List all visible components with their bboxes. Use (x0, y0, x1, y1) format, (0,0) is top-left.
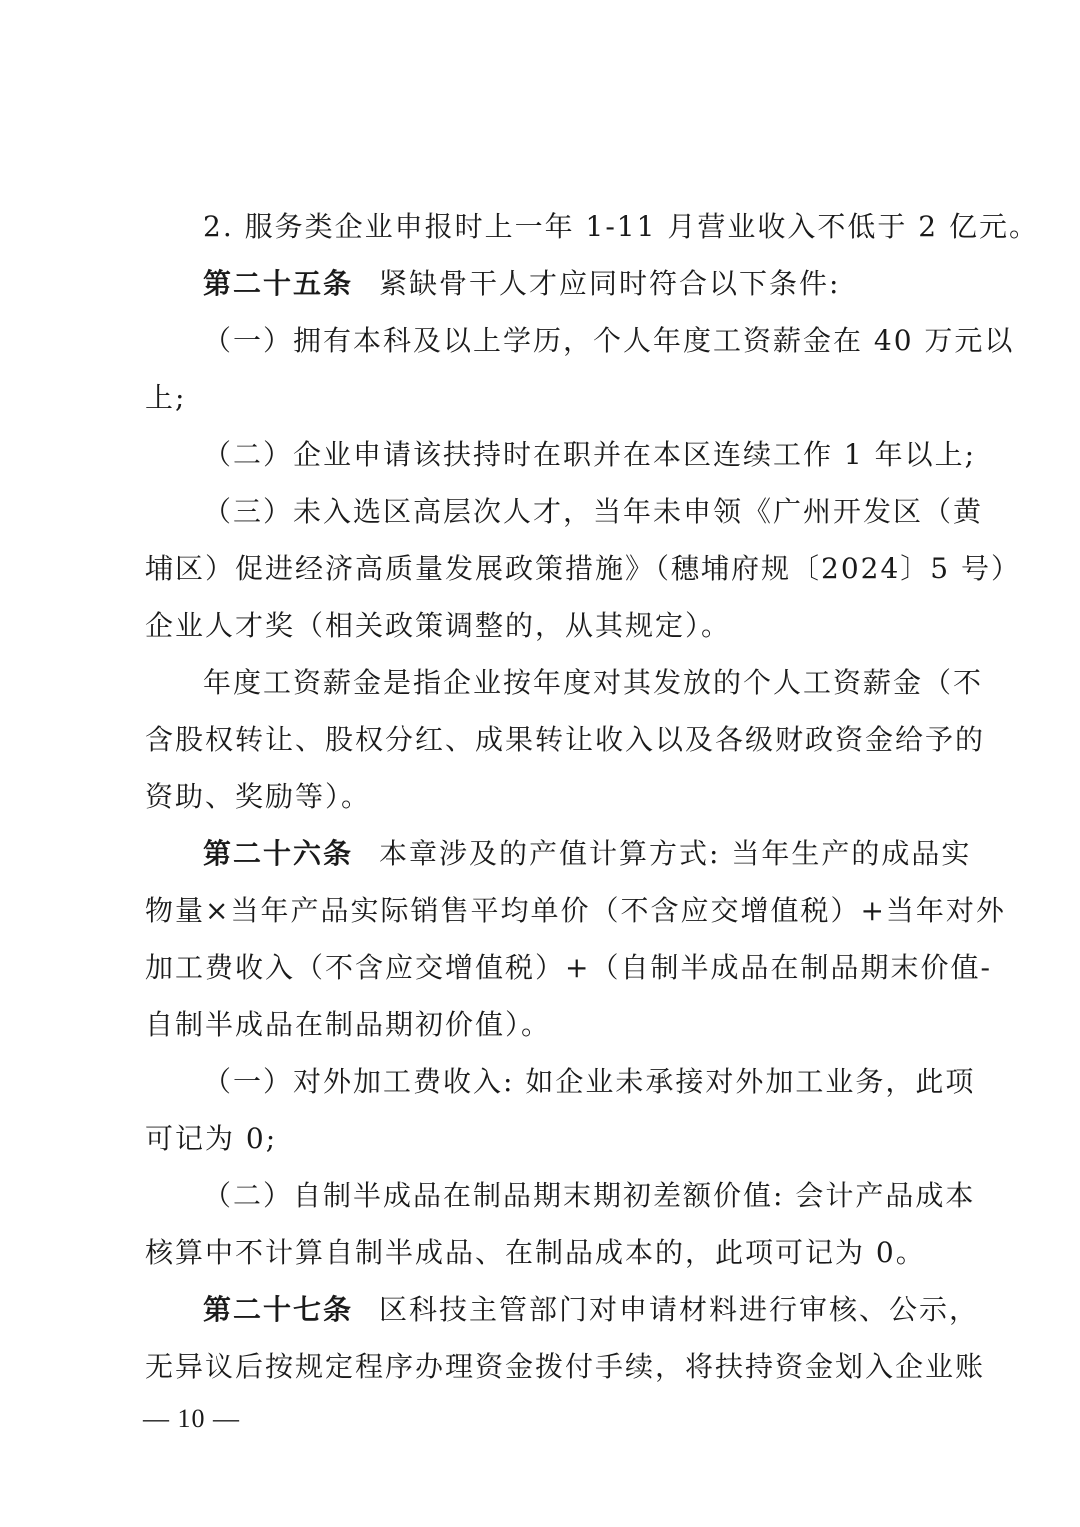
paragraph-line: 核算中不计算自制半成品、在制品成本的，此项可记为 0。 (145, 1236, 926, 1269)
page-number: — 10 — (143, 1404, 240, 1433)
paragraph-line: 含股权转让、股权分红、成果转让收入以及各级财政资金给予的 (145, 723, 986, 756)
paragraph-line: 上; (145, 381, 187, 414)
paragraph-line: 资助、奖励等）。 (145, 780, 372, 813)
paragraph-line: 埔区）促进经济高质量发展政策措施》（穗埔府规〔2024〕5 号） (145, 552, 1021, 585)
paragraph-line: 企业人才奖（相关政策调整的，从其规定）。 (145, 609, 732, 642)
paragraph-line: （一）拥有本科及以上学历，个人年度工资薪金在 40 万元以 (203, 324, 1015, 357)
article-number: 第二十七条 (203, 1293, 354, 1326)
document-body (145, 198, 1039, 1395)
paragraph-line: 自制半成品在制品期初价值）。 (145, 1008, 552, 1041)
paragraph-line: 加工费收入（不含应交增值税）+（自制半成品在制品期末价值- (145, 951, 992, 984)
article-number: 第二十五条 (203, 267, 354, 300)
article-number: 第二十六条 (203, 837, 354, 870)
paragraph-line: （一）对外加工费收入: 如企业未承接对外加工业务，此项 (203, 1065, 976, 1098)
article-heading-line: 第二十六条 本章涉及的产值计算方式: 当年生产的成品实 (203, 837, 972, 870)
paragraph-line: 物量×当年产品实际销售平均单价（不含应交增值税）+当年对外 (145, 894, 1006, 927)
article-heading-line: 第二十七条 区科技主管部门对申请材料进行审核、公示， (203, 1293, 980, 1326)
article-heading-line: 第二十五条 紧缺骨干人才应同时符合以下条件: (203, 267, 841, 300)
paragraph-line: （二）自制半成品在制品期末期初差额价值: 会计产品成本 (203, 1179, 976, 1212)
paragraph-line: 无异议后按规定程序办理资金拨付手续，将扶持资金划入企业账 (145, 1350, 986, 1383)
paragraph-line: 2. 服务类企业申报时上一年 1-11 月营业收入不低于 2 亿元。 (203, 210, 1039, 243)
paragraph-line: 年度工资薪金是指企业按年度对其发放的个人工资薪金（不 (203, 666, 984, 699)
paragraph-line: （二）企业申请该扶持时在职并在本区连续工作 1 年以上; (203, 438, 977, 471)
paragraph-line: （三）未入选区高层次人才，当年未申领《广州开发区（黄 (203, 495, 984, 528)
paragraph-line: 可记为 0; (145, 1122, 278, 1155)
